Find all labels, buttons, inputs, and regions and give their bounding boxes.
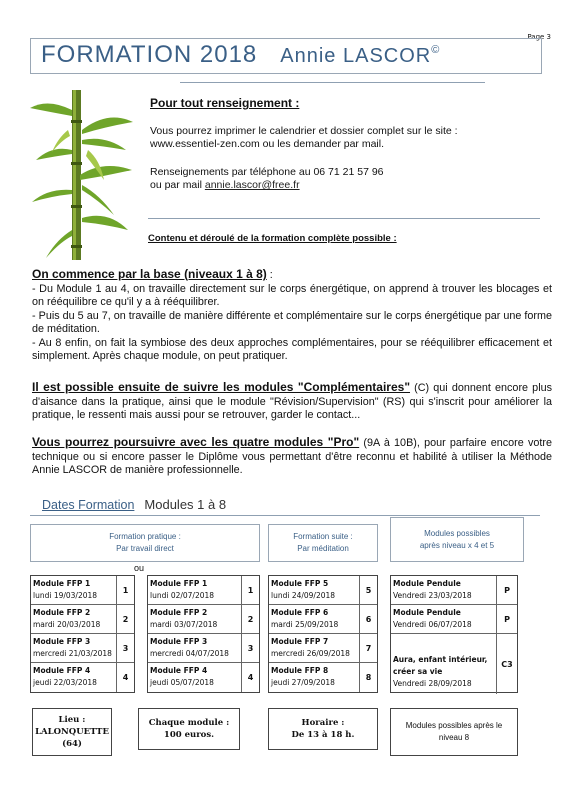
table-row — [269, 576, 377, 605]
table-row — [148, 605, 259, 634]
schedule-table-3 — [268, 575, 378, 693]
module-name: Module FFP 1 — [33, 579, 91, 588]
info-line-2: www.essentiel-zen.com ou les demander par mail. — [150, 138, 385, 150]
module-number: 8 — [359, 663, 377, 692]
schedule-table-2 — [147, 575, 260, 693]
module-number: 5 — [359, 576, 377, 604]
divider — [180, 82, 485, 83]
email-link[interactable]: annie.lascor@free.fr — [204, 179, 300, 191]
horaire-line-1: Horaire : — [301, 718, 345, 728]
box-possibles-line-2: après niveau x 4 et 5 — [419, 540, 495, 550]
module-name: Aura, enfant intérieur, — [393, 655, 488, 664]
section-2-text: (C) qui donnent encore plus d'aisance dans la pratique, ainsi que le module "Révision/Supervision" (RS) qui s'inscrit pour améliorer la pratique, le ressenti mais aussi pour se retrouver, garder le contact... — [32, 382, 552, 421]
module-date: jeudi 05/07/2018 — [150, 678, 214, 687]
horaire-box — [268, 708, 378, 750]
section-2 — [32, 381, 552, 423]
module-name: Module Pendule — [393, 608, 461, 617]
info-line-4 — [150, 179, 540, 192]
module-number: 1 — [116, 576, 134, 604]
box-pratique-line-1: Formation pratique : — [109, 532, 181, 541]
module-date: mercredi 21/03/2018 — [33, 649, 112, 658]
module-number: 3 — [241, 634, 259, 662]
info-line-3: Renseignements par téléphone au 06 71 21 57 96 — [150, 166, 384, 178]
module-name-line-2: créer sa vie — [393, 667, 443, 676]
table-row — [148, 634, 259, 663]
table-row — [148, 576, 259, 605]
info-heading: Pour tout renseignement : — [150, 96, 300, 110]
module-date: mercredi 04/07/2018 — [150, 649, 229, 658]
module-number: P — [496, 576, 517, 604]
table-row — [269, 663, 377, 692]
module-name: Module FFP 3 — [33, 637, 91, 646]
table-row — [31, 576, 134, 605]
title-author: Annie LASCOR — [280, 45, 432, 67]
section-1-line-2: - Puis du 5 au 7, on travaille de manière différente et complémentaire sur le corps énergétique par une forme de méditation. — [32, 309, 552, 335]
module-name: Module FFP 6 — [271, 608, 329, 617]
bamboo-leaves — [30, 103, 133, 258]
possibles-bottom-line-1: Modules possibles après le — [405, 721, 503, 730]
box-formation-pratique — [30, 524, 260, 562]
box-formation-suite — [268, 524, 378, 562]
modules-label: Modules 1 à 8 — [144, 497, 227, 512]
prix-line-2: 100 euros. — [163, 730, 215, 740]
lieu-line-1: Lieu : — [58, 715, 86, 725]
page-number: Page 3 — [527, 33, 551, 41]
section-2-heading: Il est possible ensuite de suivre les modules "Complémentaires" — [32, 380, 411, 394]
module-number: 2 — [241, 605, 259, 633]
box-suite-line-1: Formation suite : — [293, 532, 353, 541]
section-1-heading-suffix: : — [266, 269, 273, 281]
table-row — [391, 605, 517, 634]
module-name: Module FFP 1 — [150, 579, 208, 588]
module-name: Module FFP 4 — [33, 666, 91, 675]
module-number: 2 — [116, 605, 134, 633]
prix-line-1: Chaque module : — [148, 718, 230, 728]
box-suite-line-2: Par méditation — [297, 544, 349, 553]
module-number: P — [496, 605, 517, 633]
module-date: Vendredi 28/09/2018 — [393, 679, 472, 688]
possibles-bottom-line-2: niveau 8 — [438, 733, 470, 742]
module-date: lundi 19/03/2018 — [33, 591, 98, 600]
module-name: Module FFP 4 — [150, 666, 208, 675]
box-possibles-line-1: Modules possibles — [424, 528, 490, 538]
box-pratique-line-2: Par travail direct — [116, 544, 174, 553]
lieu-line-2: LALONQUETTE — [35, 727, 109, 737]
module-date: lundi 02/07/2018 — [150, 591, 215, 600]
prix-box — [138, 708, 240, 750]
module-number: 6 — [359, 605, 377, 633]
section-1 — [32, 268, 552, 364]
section-3-text: (9A à 10B), pour parfaire encore votre technique ou si encore passer le Diplôme vous permettant d'être reconnu et habilité à utiliser la Méthode Annie LASCOR de manière professionnelle. — [32, 437, 552, 476]
table-row — [269, 605, 377, 634]
horaire-line-2: De 13 à 18 h. — [291, 730, 355, 740]
section-1-line-3: - Au 8 enfin, on fait la symbiose des deux approches complémentaires, pour se rééquilibrer efficacement et simplement. Après chaque module, on peut pratiquer. — [32, 336, 552, 362]
modules-possibles-box — [390, 708, 518, 756]
module-number: C3 — [496, 634, 517, 694]
module-number: 3 — [116, 634, 134, 662]
module-name: Module FFP 2 — [150, 608, 208, 617]
table-row — [31, 634, 134, 663]
bamboo-illustration — [28, 90, 140, 260]
table-row — [269, 634, 377, 663]
module-name: Module FFP 8 — [271, 666, 329, 675]
title-main: FORMATION 2018 — [41, 41, 258, 68]
table-row — [148, 663, 259, 692]
table-row — [391, 634, 517, 694]
module-date: mardi 20/03/2018 — [33, 620, 101, 629]
table-row — [31, 663, 134, 692]
copyright-mark: © — [431, 44, 441, 56]
table-row — [391, 576, 517, 605]
module-date: mardi 25/09/2018 — [271, 620, 339, 629]
lieu-line-3: (64) — [62, 739, 82, 749]
dates-heading — [42, 497, 226, 512]
table-row — [31, 605, 134, 634]
module-date: mardi 03/07/2018 — [150, 620, 218, 629]
section-3 — [32, 436, 552, 478]
module-name: Module FFP 3 — [150, 637, 208, 646]
contenu-heading: Contenu et déroulé de la formation complète possible : — [148, 233, 397, 244]
divider — [148, 218, 540, 219]
module-number: 1 — [241, 576, 259, 604]
lieu-box — [32, 708, 112, 756]
section-1-line-1: - Du Module 1 au 4, on travaille directement sur le corps énergétique, on apprend à trouver les blocages et on rééquilibre ce qu'il y a à rééquilibrer. — [32, 282, 552, 308]
module-date: mercredi 26/09/2018 — [271, 649, 350, 658]
dates-label: Dates Formation — [42, 498, 135, 512]
module-name: Module FFP 5 — [271, 579, 329, 588]
module-number: 7 — [359, 634, 377, 662]
module-date: Vendredi 06/07/2018 — [393, 620, 472, 629]
schedule-table-4 — [390, 575, 518, 693]
module-name: Module FFP 2 — [33, 608, 91, 617]
module-date: jeudi 22/03/2018 — [33, 678, 97, 687]
section-1-heading: On commence par la base (niveaux 1 à 8) — [32, 267, 267, 281]
page-title — [41, 41, 440, 69]
module-date: Vendredi 23/03/2018 — [393, 591, 472, 600]
section-3-heading: Vous pourrez poursuivre avec les quatre modules "Pro" — [32, 435, 360, 449]
divider — [30, 515, 540, 516]
ou-label: ou — [134, 563, 145, 573]
info-line-1: Vous pourrez imprimer le calendrier et dossier complet sur le site : — [150, 125, 458, 137]
module-name: Module Pendule — [393, 579, 461, 588]
module-date: jeudi 27/09/2018 — [271, 678, 335, 687]
info-line-4-prefix: ou par mail — [150, 179, 205, 191]
module-name: Module FFP 7 — [271, 637, 329, 646]
box-modules-possibles — [390, 517, 524, 562]
schedule-table-1 — [30, 575, 135, 693]
module-number: 4 — [241, 663, 259, 692]
title-box — [30, 38, 542, 74]
module-date: lundi 24/09/2018 — [271, 591, 336, 600]
module-number: 4 — [116, 663, 134, 692]
